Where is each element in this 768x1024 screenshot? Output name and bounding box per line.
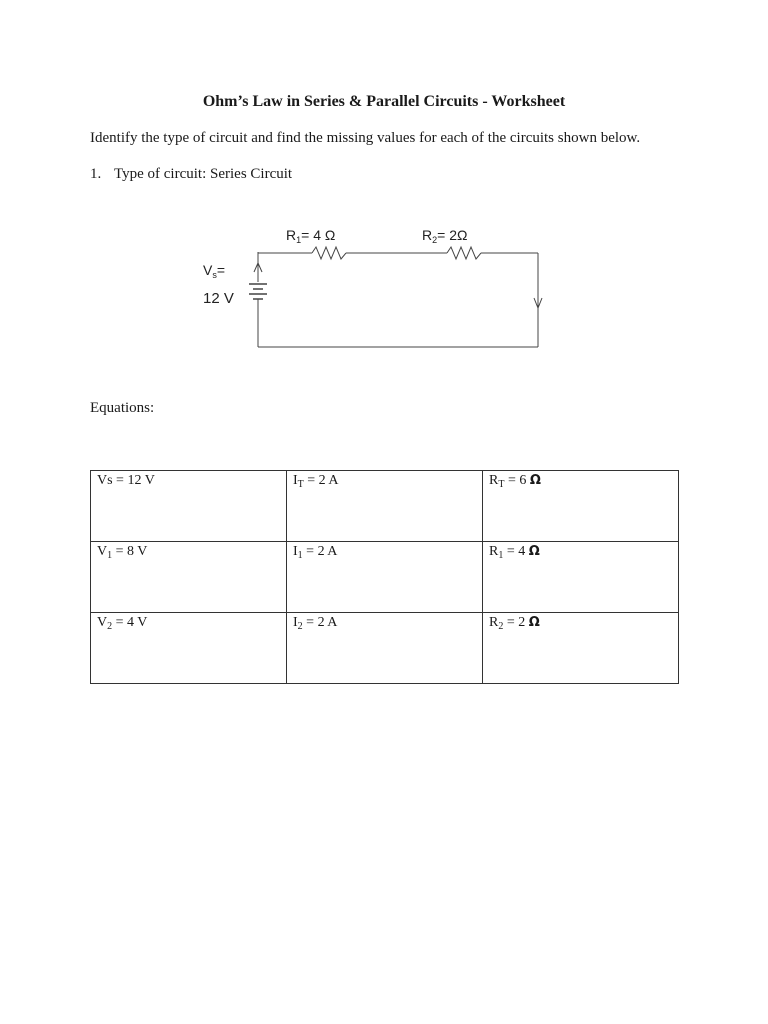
cell-subscript: 2 (297, 621, 303, 632)
cell-value: = 4 V (112, 615, 148, 630)
resistor-r2 (447, 247, 481, 259)
cell-main: V (97, 615, 108, 630)
resistor-r1 (312, 247, 346, 259)
ohm-unit: Ω (528, 544, 540, 559)
values-table (90, 470, 679, 684)
cell-value: = 2 (503, 615, 529, 630)
ohm-unit: Ω (528, 615, 540, 630)
question-number: 1. (90, 166, 102, 182)
table-cell (91, 613, 287, 684)
cell-main: I (293, 544, 298, 559)
worksheet-title: Ohm’s Law in Series & Parallel Circuits - Worksheet (202, 93, 566, 110)
table-row (91, 613, 679, 684)
cell-value: = 2 A (302, 615, 338, 630)
ohm-unit: Ω (529, 473, 541, 488)
cell-main: R (489, 473, 499, 488)
question-text: Type of circuit: Series Circuit (114, 166, 293, 182)
r2-label: $R_2= 2\Omega$ (422, 227, 468, 245)
cell-value: = 2 A (302, 544, 338, 559)
cell-subscript: 1 (107, 550, 113, 561)
cell-main: R (489, 544, 499, 559)
cell-subscript: 1 (297, 550, 303, 561)
table-cell (287, 613, 483, 684)
table-cell (91, 471, 287, 542)
cell-main: I (293, 615, 298, 630)
cell-main: Vs = 12 V (97, 473, 155, 488)
cell-value: = 2 A (303, 473, 339, 488)
table-cell (483, 542, 679, 613)
table-cell (483, 471, 679, 542)
table-cell (287, 471, 483, 542)
table-cell (91, 542, 287, 613)
vs-value: 12 V (203, 290, 234, 307)
equations-label: Equations: (90, 400, 155, 416)
vs-label: $V_s=$ (203, 262, 226, 280)
cell-subscript: 1 (498, 550, 504, 561)
cell-main: V (97, 544, 108, 559)
cell-main: R (489, 615, 499, 630)
cell-subscript: 2 (498, 621, 504, 632)
top-wire-left (258, 252, 312, 253)
table-cell (483, 613, 679, 684)
cell-subscript: T (498, 479, 505, 490)
table-cell (287, 542, 483, 613)
cell-value: = 8 V (112, 544, 148, 559)
cell-value: = 4 (503, 544, 529, 559)
cell-subscript: T (297, 479, 304, 490)
cell-subscript: 2 (107, 621, 113, 632)
r1-label: $R_1= 4$ Ω (286, 227, 336, 245)
table-row (91, 542, 679, 613)
table-row (91, 471, 679, 542)
series-circuit-diagram (0, 0, 768, 400)
cell-main: I (293, 473, 298, 488)
instructions-text: Identify the type of circuit and find the missing values for each of the circuits shown below. (90, 130, 641, 146)
cell-value: = 6 (504, 473, 530, 488)
